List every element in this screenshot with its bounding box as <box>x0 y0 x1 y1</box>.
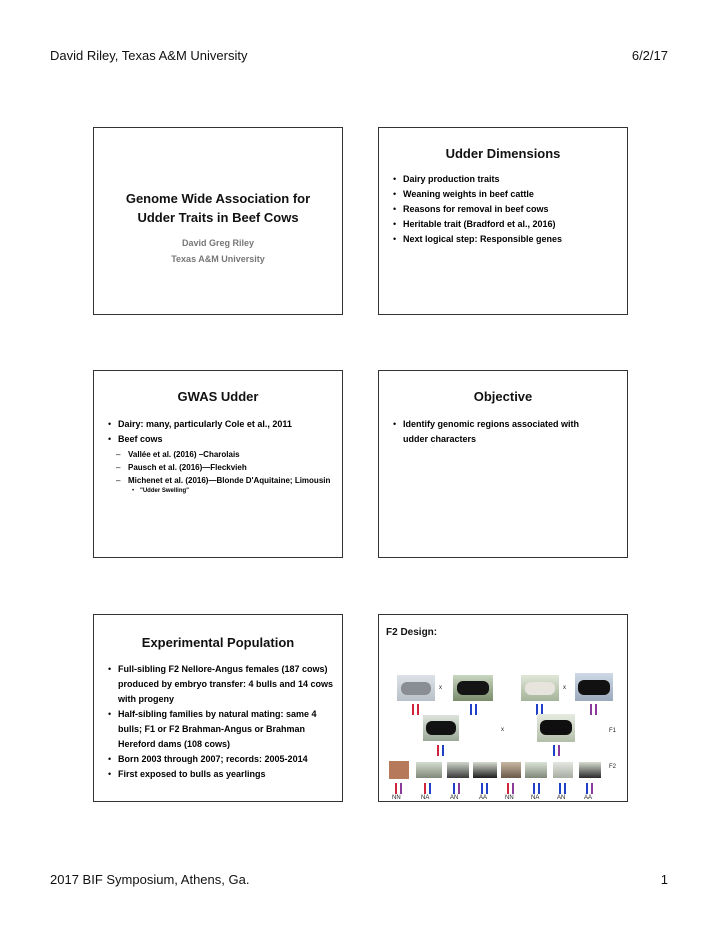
chromosome-bar <box>590 704 592 715</box>
cross-symbol: x <box>501 727 504 733</box>
slide-udder-dimensions <box>378 127 628 315</box>
f2-offspring-photo <box>389 761 409 779</box>
chromosome-bar <box>564 783 566 794</box>
slide3-subsub-bullet: • "Udder Swelling" <box>108 486 340 496</box>
page-footer-left: 2017 BIF Symposium, Athens, Ga. <box>50 872 250 887</box>
chromosome-bar <box>395 783 397 794</box>
chromosome-bar <box>559 783 561 794</box>
slide-experimental-population <box>93 614 343 802</box>
f1-bull-photo <box>423 715 459 741</box>
genotype-label: NN <box>505 795 514 801</box>
slide2-bullet: • Next logical step: Responsible genes <box>393 232 623 247</box>
genotype-label: AN <box>450 795 459 801</box>
slide6-title: F2 Design: <box>386 627 438 638</box>
genotype-label: NN <box>392 795 401 801</box>
chromosome-bar <box>475 704 477 715</box>
chromosome-bar <box>486 783 488 794</box>
chromosome-bar <box>429 783 431 794</box>
chromosome-bar <box>512 783 514 794</box>
angus-cow-photo <box>453 675 493 701</box>
slide2-title: Udder Dimensions <box>445 146 561 161</box>
chromosome-bar <box>453 783 455 794</box>
f1-generation-label: F1 <box>609 728 617 734</box>
slide1-affiliation: Texas A&M University <box>171 254 265 264</box>
slide-f2-design <box>378 614 628 802</box>
chromosome-bar <box>470 704 472 715</box>
slide1-title-line2: Udder Traits in Beef Cows <box>137 210 299 225</box>
slide2-bullets <box>393 172 623 247</box>
slide2-bullet: • Dairy production traits <box>393 172 623 187</box>
genotype-label: AA <box>479 795 488 801</box>
page-header-left: David Riley, Texas A&M University <box>50 48 248 63</box>
f2-offspring-photo <box>416 762 442 778</box>
page-number: 1 <box>660 872 668 887</box>
nellore-bull-photo <box>397 675 435 701</box>
chromosome-bar <box>558 745 560 756</box>
slide2-bullet: • Weaning weights in beef cattle <box>393 187 623 202</box>
f2-offspring-photo <box>579 762 601 778</box>
chromosome-bar <box>481 783 483 794</box>
slide4-bullets <box>393 417 593 447</box>
f2-offspring-photo <box>553 762 573 778</box>
slide3-bullets <box>108 417 340 496</box>
slide3-bullet: • Beef cows <box>108 432 340 447</box>
slide-title <box>93 127 343 315</box>
cross-symbol: x <box>439 685 442 691</box>
slide3-bullet: • Dairy: many, particularly Cole et al., 2011 <box>108 417 340 432</box>
chromosome-bar <box>591 783 593 794</box>
cross-symbol: x <box>563 685 566 691</box>
page-header-date: 6/2/17 <box>631 48 668 63</box>
genotype-label: AN <box>557 795 566 801</box>
f2-offspring-photo <box>501 762 521 778</box>
slide-gwas-udder <box>93 370 343 558</box>
slide4-bullet: • Identify genomic regions associated with udder characters <box>393 417 593 447</box>
genotype-label: AA <box>584 795 593 801</box>
slide3-sub-bullet: – Michenet et al. (2016)—Blonde D'Aquitaine; Limousin <box>108 475 340 486</box>
slide2-bullet: • Heritable trait (Bradford et al., 2016) <box>393 217 623 232</box>
chromosome-bar <box>400 783 402 794</box>
chromosome-bar <box>507 783 509 794</box>
chromosome-bar <box>595 704 597 715</box>
chromosome-bar <box>437 745 439 756</box>
slide1-title-line1: Genome Wide Association for <box>125 191 311 206</box>
slide-objective <box>378 370 628 558</box>
slide5-bullet: • First exposed to bulls as yearlings <box>108 767 334 782</box>
slide4-title: Objective <box>473 389 533 404</box>
chromosome-bar <box>538 783 540 794</box>
slide5-title: Experimental Population <box>141 635 295 650</box>
slide5-bullet: • Half-sibling families by natural mating: same 4 bulls; F1 or F2 Brahman-Angus or Brahman Hereford dams (108 cows) <box>108 707 334 752</box>
slide3-sub-bullet: – Vallée et al. (2016) –Charolais <box>108 449 340 460</box>
chromosome-bar <box>458 783 460 794</box>
f2-offspring-photo <box>447 762 469 778</box>
f1-cow-photo <box>537 714 575 742</box>
chromosome-bar <box>442 745 444 756</box>
slide5-bullet: • Born 2003 through 2007; records: 2005-2014 <box>108 752 334 767</box>
f2-offspring-photo <box>525 762 547 778</box>
slide5-bullets <box>108 662 334 782</box>
chromosome-bar <box>586 783 588 794</box>
slide5-bullet: • Full-sibling F2 Nellore-Angus females (187 cows) produced by embryo transfer: 4 bulls and 14 cows with progeny <box>108 662 334 707</box>
slide1-author: David Greg Riley <box>181 238 255 248</box>
chromosome-bar <box>412 704 414 715</box>
slide2-bullet: • Reasons for removal in beef cows <box>393 202 623 217</box>
genotype-label: NA <box>531 795 540 801</box>
chromosome-bar <box>553 745 555 756</box>
genotype-label: NA <box>421 795 430 801</box>
chromosome-bar <box>417 704 419 715</box>
slide3-sub-bullet: – Pausch et al. (2016)—Fleckvieh <box>108 462 340 473</box>
f2-offspring-photo <box>473 762 497 778</box>
angus-bull-photo <box>521 675 559 701</box>
slide3-title: GWAS Udder <box>177 389 259 404</box>
chromosome-bar <box>424 783 426 794</box>
chromosome-bar <box>533 783 535 794</box>
nellore-cow-photo <box>575 673 613 701</box>
f2-generation-label: F2 <box>609 764 617 770</box>
